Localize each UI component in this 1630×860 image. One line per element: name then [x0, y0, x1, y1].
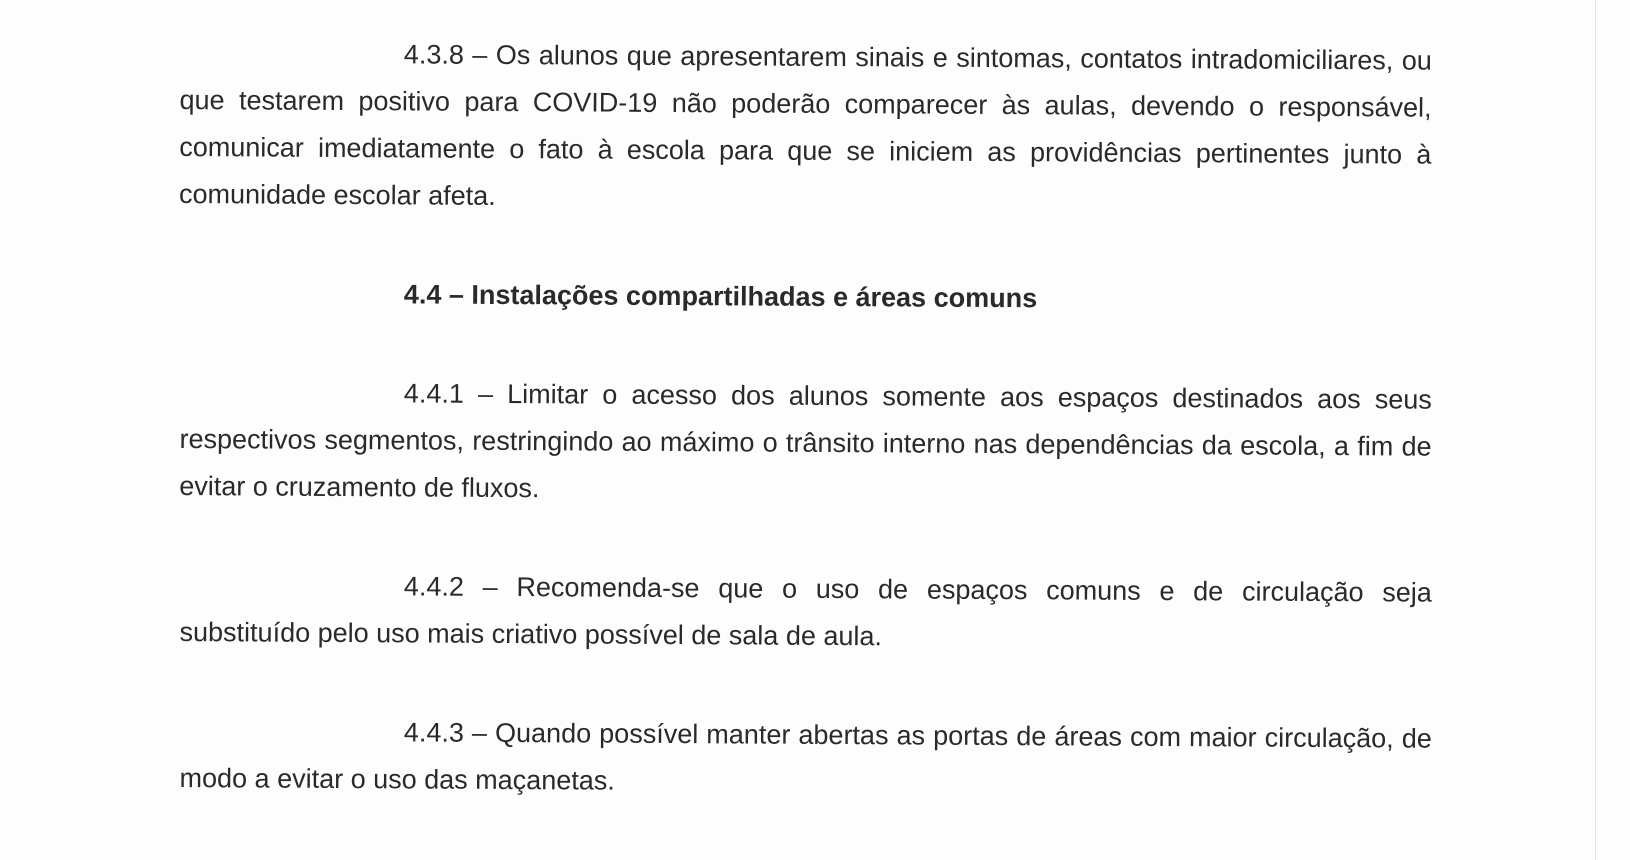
- spacer: [180, 656, 1432, 708]
- section-heading-4-4: 4.4 – Instalações compartilhadas e áreas comuns: [403, 279, 1038, 314]
- paragraph-4-4-2: 4.4.2 – Recomenda-se que o uso de espaços comuns e de circulação seja substituído pelo uso mais criativo possível de sala de aula.: [179, 571, 1432, 652]
- paragraph-4-4-3: 4.4.3 – Quando possível manter abertas as portas de áreas com maior circulação, de modo a evitar o uso das maçanetas.: [179, 717, 1432, 796]
- paragraph-4-4-1: 4.4.1 – Limitar o acesso dos alunos somente aos espaços destinados aos seus respectivos segmentos, restringindo ao máximo o trânsito interno nas dependências da escola, a fim de evitar o cruzamento de fluxos.: [179, 378, 1432, 504]
- paragraph-4-3-8: 4.3.8 – Os alunos que apresentarem sinais e sintomas, contatos intradomiciliares, ou que testarem positivo para COVID-19 não poderão comparecer às aulas, devendo o responsável, comunicar imediatamente o fato à escola para que se iniciem as providências pertinentes junto à comunidade escolar afeta.: [178, 39, 1432, 211]
- spacer: [180, 218, 1432, 270]
- document-body: [180, 30, 1432, 802]
- page-edge-line: [1595, 0, 1596, 860]
- spacer: [180, 510, 1432, 562]
- spacer: [180, 317, 1432, 369]
